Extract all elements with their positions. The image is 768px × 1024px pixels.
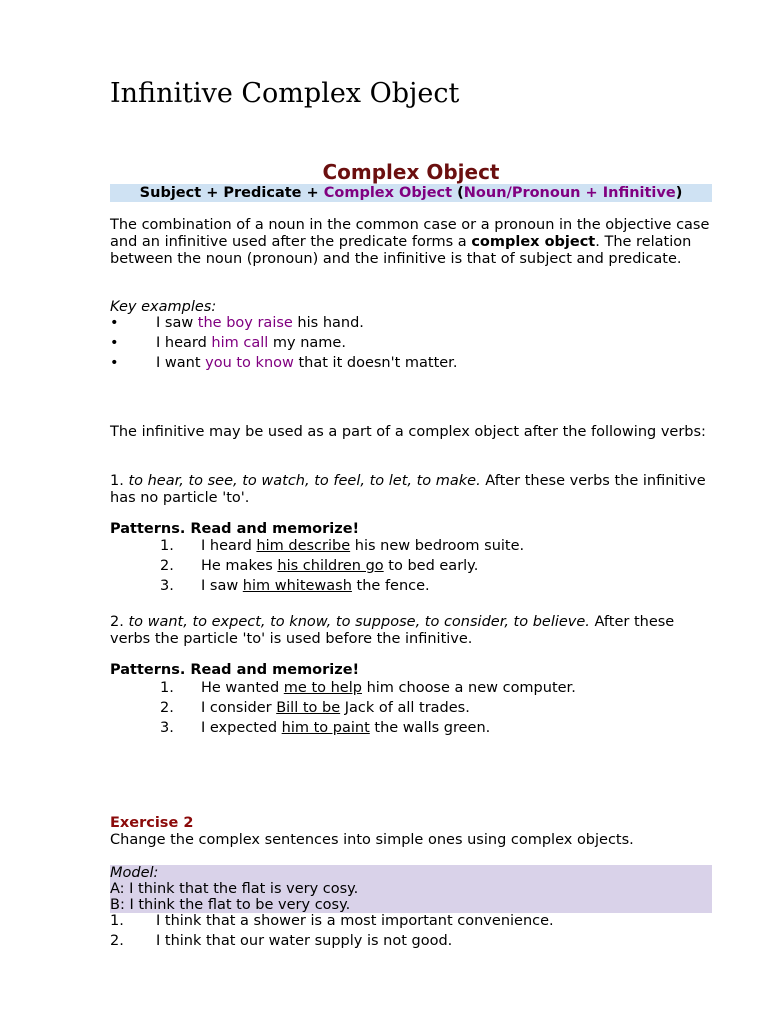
intro-bold-term: complex object: [471, 234, 596, 250]
pattern-text: He wanted: [201, 680, 284, 696]
exercise-title: Exercise 2: [110, 815, 194, 831]
verb-list: to hear, to see, to watch, to feel, to let, to make.: [128, 473, 481, 489]
item-number: 1.: [160, 538, 174, 554]
example-highlight: the boy raise: [197, 315, 293, 331]
pattern-text: the fence.: [351, 578, 430, 594]
group2-paragraph: [110, 614, 710, 648]
section-heading: Complex Object: [322, 160, 500, 184]
example-text: my name.: [268, 335, 346, 351]
item-number: 2.: [160, 558, 174, 574]
formula-highlight: Noun/Pronoun + Infinitive: [463, 185, 676, 201]
group1-patterns-list: [110, 536, 710, 596]
exercise-sentence: I think that a shower is a most important convenience.: [156, 913, 554, 929]
key-examples-label: Key examples:: [110, 299, 217, 315]
item-number: 1.: [110, 913, 124, 929]
verbs-intro-paragraph: The infinitive may be used as a part of a complex object after the following verbs:: [110, 424, 706, 440]
pattern-underlined: him whitewash: [242, 578, 352, 594]
patterns-label: Patterns. Read and memorize!: [110, 662, 360, 678]
model-line-a: A: I think that the flat is very cosy.: [110, 881, 359, 897]
formula-banner: [110, 184, 712, 202]
example-text: I saw: [156, 315, 198, 331]
pattern-text: I heard: [201, 538, 257, 554]
exercise-list: [110, 911, 710, 951]
example-text: I want: [156, 355, 206, 371]
pattern-text: I expected: [201, 720, 282, 736]
pattern-text: I saw: [201, 578, 243, 594]
example-text: that it doesn't matter.: [293, 355, 458, 371]
pattern-text: him choose a new computer.: [361, 680, 576, 696]
model-box: [110, 865, 712, 913]
pattern-text: He makes: [201, 558, 278, 574]
example-highlight: you to know: [205, 355, 294, 371]
intro-text: The combination of a noun in the common case or a pronoun in the objective case and an infinitive used after the predicate forms a: [110, 217, 710, 250]
pattern-text: the walls green.: [369, 720, 491, 736]
list-item: [110, 718, 710, 738]
model-label: Model:: [110, 865, 159, 881]
group2-patterns-list: [110, 678, 710, 738]
model-line-b: B: I think the flat to be very cosy.: [110, 897, 351, 913]
key-examples-list: [110, 313, 710, 373]
list-item: [110, 556, 710, 576]
group-note: After these verbs the particle 'to' is used before the infinitive.: [110, 614, 675, 647]
item-number: 3.: [160, 578, 174, 594]
pattern-text: to bed early.: [383, 558, 479, 574]
item-number: 3.: [160, 720, 174, 736]
list-item: [110, 536, 710, 556]
pattern-underlined: me to help: [283, 680, 362, 696]
example-text: I heard: [156, 335, 212, 351]
item-number: 2.: [110, 933, 124, 949]
list-item: [110, 911, 710, 931]
list-item: [110, 698, 710, 718]
bullet: •: [110, 335, 119, 351]
formula-highlight: Complex Object: [323, 185, 453, 201]
pattern-underlined: him describe: [256, 538, 351, 554]
list-item: [110, 576, 710, 596]
formula-part: Subject + Predicate +: [139, 185, 324, 201]
item-number: 2.: [160, 700, 174, 716]
document-title: Infinitive Complex Object: [110, 78, 460, 109]
bullet: •: [110, 355, 119, 371]
intro-text: . The relation between the noun (pronoun) and the infinitive is that of subject and predicate.: [110, 234, 692, 267]
pattern-underlined: him to paint: [281, 720, 370, 736]
intro-paragraph: [110, 217, 710, 268]
list-item: [110, 678, 710, 698]
group-number: 1.: [110, 473, 129, 489]
pattern-text: I consider: [201, 700, 277, 716]
list-item: [110, 353, 710, 373]
formula-part: ): [675, 185, 683, 201]
item-number: 1.: [160, 680, 174, 696]
list-item: [110, 931, 710, 951]
example-text: his hand.: [292, 315, 364, 331]
patterns-label: Patterns. Read and memorize!: [110, 521, 360, 537]
pattern-underlined: Bill to be: [276, 700, 341, 716]
bullet: •: [110, 315, 119, 331]
list-item: [110, 333, 710, 353]
list-item: [110, 313, 710, 333]
exercise-instruction: Change the complex sentences into simple ones using complex objects.: [110, 832, 634, 848]
group1-paragraph: [110, 473, 710, 507]
pattern-text: Jack of all trades.: [340, 700, 470, 716]
example-highlight: him call: [211, 335, 269, 351]
verb-list: to want, to expect, to know, to suppose, to consider, to believe.: [128, 614, 590, 630]
group-note: After these verbs the infinitive has no particle 'to'.: [110, 473, 706, 506]
group-number: 2.: [110, 614, 129, 630]
formula-part: (: [452, 185, 464, 201]
exercise-sentence: I think that our water supply is not good.: [156, 933, 453, 949]
pattern-underlined: his children go: [277, 558, 384, 574]
pattern-text: his new bedroom suite.: [350, 538, 525, 554]
